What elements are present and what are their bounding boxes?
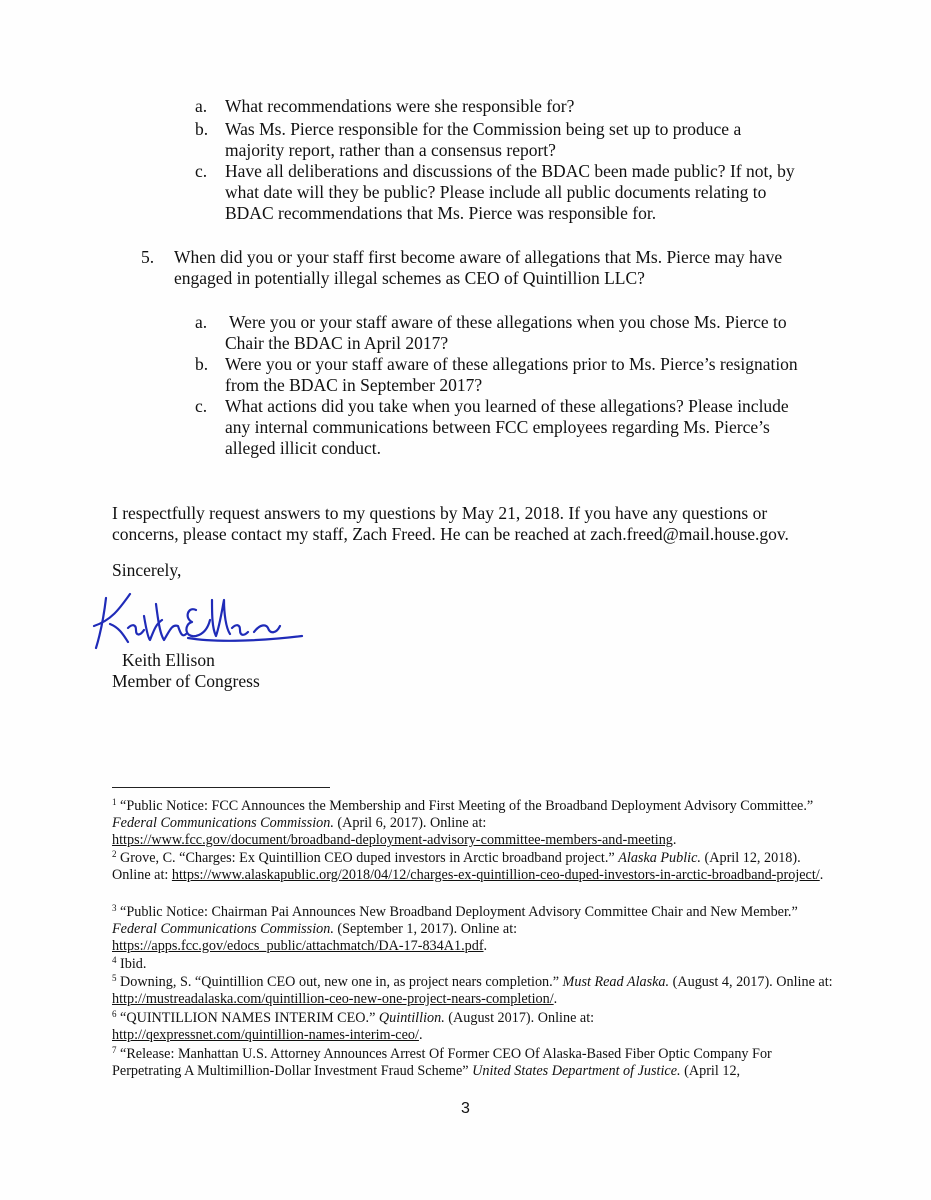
closing-line: concerns, please contact my staff, Zach Freed. He can be reached at zach.freed@mail.house.gov. [112, 524, 789, 544]
signer-title: Member of Congress [112, 671, 260, 691]
q5-item-b-line: from the BDAC in September 2017? [225, 375, 483, 395]
footnote-text: “Release: Manhattan U.S. Attorney Announces Arrest Of Former CEO Of Alaska-Based Fiber Optic Company For Perpetrating A Multimillion-Dollar Investment Fraud Scheme” [112, 1046, 772, 1079]
footnote-link[interactable]: https://www.alaskapublic.org/2018/04/12/charges-ex-quintillion-ceo-duped-investors-in-arctic-broadband-project/ [171, 867, 820, 883]
footnote-number: 5 [112, 973, 117, 983]
footnote-number: 6 [112, 1009, 117, 1019]
footnote-source: Must Read Alaska. [562, 974, 670, 990]
q5-item-a-label: a. [195, 312, 208, 332]
footnote-source: Quintillion. [378, 1010, 445, 1026]
q5-item-c-label: c. [195, 396, 208, 416]
footnote-period: . [418, 1027, 423, 1043]
q4-item-b-line: Was Ms. Pierce responsible for the Commission being set up to produce a [225, 119, 742, 139]
footnote-link[interactable]: http://mustreadalaska.com/quintillion-ceo-new-one-project-nears-completion/ [112, 991, 554, 1007]
closing-line: I respectfully request answers to my questions by May 21, 2018. If you have any questions or [112, 503, 768, 523]
question-5 [141, 247, 854, 289]
footnote-number: 3 [112, 903, 117, 913]
footnote-number: 1 [112, 797, 117, 807]
q4-item-c-line: Have all deliberations and discussions of the BDAC been made public? If not, by [225, 161, 795, 181]
q4-item-c-line: BDAC recommendations that Ms. Pierce was responsible for. [225, 203, 657, 223]
footnote-number: 4 [112, 955, 117, 965]
q5-item-a-line: Chair the BDAC in April 2017? [225, 333, 449, 353]
signature-block [112, 560, 372, 700]
footnote-source: United States Department of Justice. [472, 1063, 681, 1079]
footnote-6 [112, 1010, 837, 1044]
footnote-period: . [483, 938, 488, 954]
footnote-text: Ibid. [116, 956, 147, 972]
footnote-divider [112, 787, 330, 788]
q5-item-c-line: alleged illicit conduct. [225, 438, 381, 458]
q5-item-a [195, 312, 865, 354]
q4-item-c-line: what date will they be public? Please include all public documents relating to [225, 182, 767, 202]
q5-item-b-label: b. [195, 354, 209, 374]
q4-item-a [195, 96, 865, 117]
q5-item-a-line: Were you or your staff aware of these allegations when you chose Ms. Pierce to [225, 312, 787, 332]
footnote-text: (August 2017). Online at: [444, 1010, 595, 1026]
footnote-text: Grove, C. “Charges: Ex Quintillion CEO duped investors in Arctic broadband project.” [116, 850, 619, 866]
q5-item-c-line: What actions did you take when you learned of these allegations? Please include [225, 396, 789, 416]
q4-item-a-label: a. [195, 96, 208, 116]
page-number: 3 [461, 1100, 470, 1117]
q5-item-c-line: any internal communications between FCC employees regarding Ms. Pierce’s [225, 417, 770, 437]
footnote-number: 7 [112, 1045, 117, 1055]
footnote-text: (September 1, 2017). Online at: [333, 921, 518, 937]
q4-item-c-label: c. [195, 161, 208, 181]
footnote-text: Downing, S. “Quintillion CEO out, new one in, as project nears completion.” [116, 974, 563, 990]
footnote-1 [112, 798, 837, 849]
footnote-text: (April 12, [680, 1063, 741, 1079]
q4-item-b-line: majority report, rather than a consensus report? [225, 140, 556, 160]
footnote-link[interactable]: https://apps.fcc.gov/edocs_public/attachmatch/DA-17-834A1.pdf [112, 938, 484, 954]
q4-item-a-text: What recommendations were she responsible for? [225, 96, 575, 116]
footnote-3 [112, 904, 837, 955]
question-5-number: 5. [141, 247, 155, 267]
footnote-text: “QUINTILLION NAMES INTERIM CEO.” [116, 1010, 379, 1026]
q5-item-b [195, 354, 865, 396]
footnote-period: . [819, 867, 824, 883]
footnote-5 [112, 974, 837, 1008]
footnote-4 [112, 956, 837, 973]
q4-item-b-label: b. [195, 119, 209, 139]
footnote-number: 2 [112, 849, 117, 859]
footnote-7 [112, 1046, 837, 1080]
footnote-text: “Public Notice: FCC Announces the Membership and First Meeting of the Broadband Deployment Advisory Committee.” [116, 798, 814, 814]
question-5-line: When did you or your staff first become aware of allegations that Ms. Pierce may have [174, 247, 783, 267]
q5-item-c [195, 396, 865, 459]
footnote-text: (April 6, 2017). Online at: [333, 815, 487, 831]
footnote-text: (April 12, 2018). Online at: [112, 850, 801, 883]
footnote-link[interactable]: http://qexpressnet.com/quintillion-names-interim-ceo/ [112, 1027, 419, 1043]
footnote-source: Federal Communications Commission. [112, 815, 334, 831]
q5-item-b-line: Were you or your staff aware of these allegations prior to Ms. Pierce’s resignation [225, 354, 798, 374]
footnote-link[interactable]: https://www.fcc.gov/document/broadband-deployment-advisory-committee-members-and-meeting [112, 832, 673, 848]
footnote-text: (August 4, 2017). Online at: [669, 974, 833, 990]
salutation: Sincerely, [112, 560, 182, 580]
footnote-text: “Public Notice: Chairman Pai Announces New Broadband Deployment Advisory Committee Chair and New Member.” [116, 904, 798, 920]
closing-paragraph [112, 503, 852, 545]
q4-item-b [195, 119, 865, 161]
question-5-line: engaged in potentially illegal schemes as CEO of Quintillion LLC? [174, 268, 645, 288]
signer-name: Keith Ellison [122, 650, 215, 670]
footnote-period: . [553, 991, 558, 1007]
q4-item-c [195, 161, 865, 224]
handwritten-signature [92, 580, 322, 650]
footnote-source: Federal Communications Commission. [112, 921, 334, 937]
footnote-period: . [672, 832, 677, 848]
footnote-source: Alaska Public. [618, 850, 701, 866]
footnote-2 [112, 850, 837, 884]
